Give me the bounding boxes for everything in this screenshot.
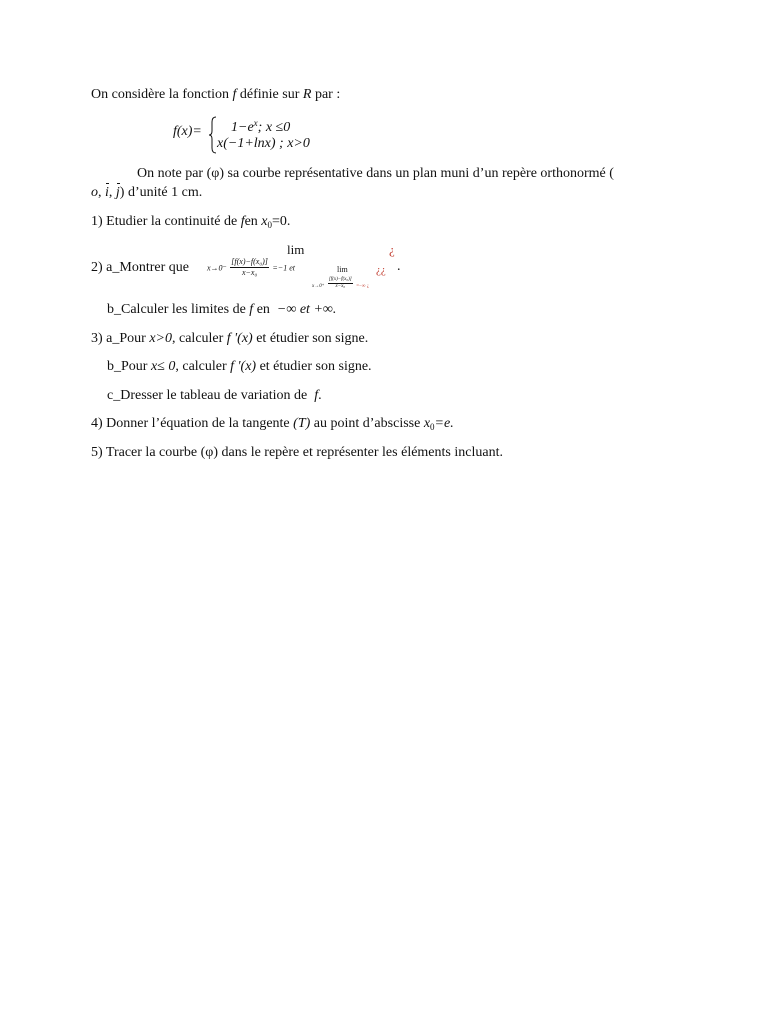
question-5: 5) Tracer la courbe (φ) dans le repère et représenter les éléments incluant. [91,445,503,460]
var-R: R [302,87,312,102]
vector-i: i [105,185,109,200]
x0-var: x [423,416,431,431]
q3b-text: b_Pour [107,359,148,374]
q3a-end: et étudier son signe. [256,331,369,346]
q3c-text: c_Dresser le tableau de variation de [107,388,308,403]
lim2-subscript: x→0⁺ [312,284,325,289]
limit-expression [207,257,295,278]
glyph-inverted-question-double: ¿¿ [376,264,386,276]
limit-rhs: =−1 et [272,263,295,273]
x0-subscript: 0 [430,422,435,432]
var-f: f [232,87,237,102]
difference-quotient-2 [328,277,353,290]
q2a-end: . [397,259,401,274]
glyph-inverted-question: ¿ [389,242,395,257]
q4-text: 4) Donner l’équation de la tangente [91,416,290,431]
origin-o: o [91,185,98,200]
q1-text: 1) Etudier la continuité de [91,214,238,229]
x0-subscript: 0 [267,220,273,230]
var-f: f [249,302,254,317]
vector-j: j [115,185,120,200]
question-3a [91,330,368,348]
fraction-2-numerator: [f(x)−f(x₀)] [328,277,352,283]
note-line-2-rest: ) d’unité 1 cm. [119,185,203,200]
fraction-numerator: [f(x)−f(x₀)] [231,257,268,266]
comma: , [98,185,102,200]
q2b-text: b_Calculer les limites de [107,302,246,317]
difference-quotient [230,257,269,278]
question-3c [107,387,322,405]
question-4 [91,415,454,436]
q3b-mid: , calculer [175,359,227,374]
limit-2-expression [312,276,369,292]
tangent-T: (T) [293,416,311,431]
q2b-en: en [256,302,270,317]
intro-text-middle: définie sur [239,87,300,102]
var-f: f [240,214,245,229]
q3c-end: . [318,388,322,403]
case-2: x(−1+lnx) ; x>0 [217,136,310,151]
case-1-exponent: x [253,118,258,128]
var-f: f [314,388,319,403]
q3a-condition: x>0 [149,331,172,346]
case-1-condition: ; x ≤0 [257,120,291,135]
question-1 [91,213,290,234]
note-line-1: On note par (φ) sa courbe représentative dans un plan muni d’un repère orthonormé ( [137,166,614,181]
q3b-condition: x≤ 0 [150,359,176,374]
fraction-2-denominator: x−x₀ [335,284,346,290]
comma: , [108,185,113,200]
q2b-limits: −∞ et +∞. [276,302,337,317]
q1-eq: =0. [272,214,291,229]
left-brace-icon [209,116,217,154]
question-3b [107,358,372,376]
case-1-main: 1−e [231,120,254,135]
intro-line [91,86,340,104]
q3b-end: et étudier son signe. [259,359,372,374]
q4-eq: =e. [434,416,454,431]
x0-var: x [261,214,268,229]
intro-text-after: par : [314,87,341,102]
q2a-label: 2) a_Montrer que [91,260,189,275]
q3a-text: 3) a_Pour [91,331,146,346]
note-line-2 [91,184,202,202]
intro-text: On considère la fonction [91,87,230,102]
fraction-denominator: x−x₀ [241,268,258,277]
q4-mid: au point d’abscisse [313,416,421,431]
function-lhs: f(x)= [173,124,202,139]
limit-2-rhs: =−∞ ¿ [356,284,369,289]
derivative-expression: f '(x) [226,331,253,346]
lim-word: lim [287,242,305,257]
case-1 [231,118,290,136]
q3a-mid: , calculer [172,331,224,346]
derivative-expression: f '(x) [230,359,257,374]
q1-en: en [244,214,258,229]
lim-subscript: x→0⁻ [207,263,227,273]
lim2-word: lim [337,265,348,274]
question-2b [107,301,336,319]
